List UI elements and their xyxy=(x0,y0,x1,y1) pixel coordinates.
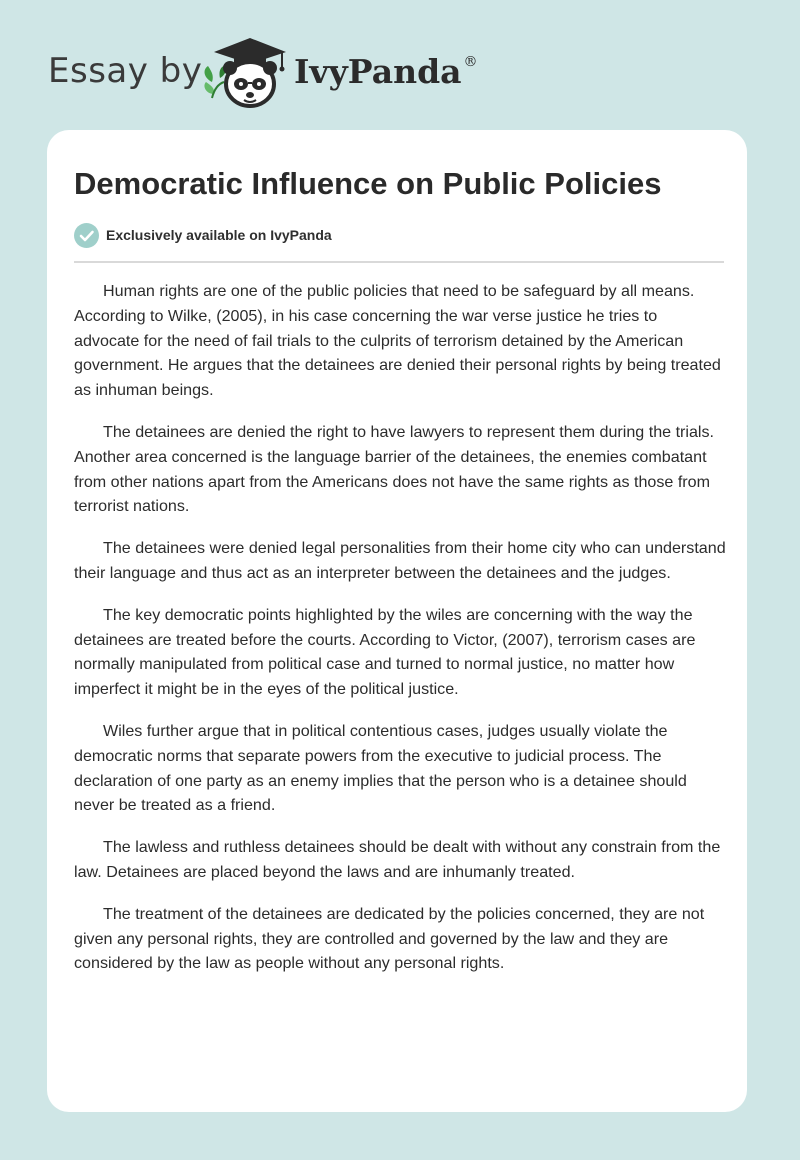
essay-by-label: Essay by xyxy=(48,51,203,91)
essay-body xyxy=(74,279,726,993)
exclusive-badge xyxy=(74,222,332,248)
brand-name-text: IvyPanda xyxy=(294,52,462,91)
essay-card xyxy=(47,130,747,1112)
registered-mark: ® xyxy=(463,54,478,70)
brand-name[interactable] xyxy=(294,52,478,91)
exclusive-badge-label: Exclusively available on IvyPanda xyxy=(106,227,332,243)
essay-paragraph: The key democratic points highlighted by the wiles are concerning with the way the detainees are treated before the courts. According to Victor, (2007), terrorism cases are normally manipulated from political case and turned to normal justice, no matter how imperfect it might be in the eyes of the political justice. xyxy=(74,605,696,699)
essay-paragraph: The detainees are denied the right to have lawyers to represent them during the trials. Another area concerned is the language barrier of the detainees, the enemies combatant from other nations apart from the Americans does not have the same rights as those from terrorist nations. xyxy=(74,422,715,516)
essay-paragraph: The lawless and ruthless detainees should be dealt with without any constrain from the law. Detainees are placed beyond the laws and are inhumanly treated. xyxy=(74,838,721,881)
panda-logo-icon[interactable] xyxy=(198,34,292,110)
essay-paragraph: The treatment of the detainees are dedicated by the policies concerned, they are not given any personal rights, they are controlled and governed by the law and they are considered by the law as people without any personal rights. xyxy=(74,904,705,973)
essay-paragraph: Wiles further argue that in political contentious cases, judges usually violate the democratic norms that separate powers from the executive to judicial process. The declaration of one party as an enemy implies that the person who is a detainee should never be treated as a friend. xyxy=(74,721,687,815)
essay-paragraph: The detainees were denied legal personalities from their home city who can understand their language and thus act as an interpreter between the detainees and the judges. xyxy=(74,539,726,582)
essay-paragraph: Human rights are one of the public policies that need to be safeguard by all means. According to Wilke, (2005), in his case concerning the war verse justice he tries to advocate for the need of fail trials to the culprits of terrorism detained by the American government. He argues that the detainees are denied their personal rights by being treated as inhuman beings. xyxy=(74,282,721,400)
title-divider xyxy=(74,261,724,263)
site-header xyxy=(48,34,508,114)
check-circle-icon xyxy=(74,223,99,248)
essay-title: Democratic Influence on Public Policies xyxy=(74,166,662,201)
